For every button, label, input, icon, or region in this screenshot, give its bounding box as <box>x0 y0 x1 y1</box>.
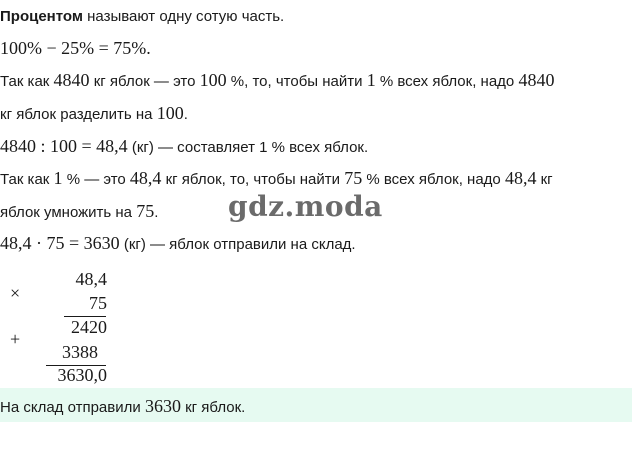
math-part: 1 <box>366 70 376 90</box>
text-part: кг яблок. <box>180 399 246 416</box>
text-part: . <box>183 106 188 123</box>
math-part: 100 <box>199 70 227 90</box>
text-part: кг яблок — это <box>89 73 200 90</box>
text-part: % всех яблок, надо <box>375 73 519 90</box>
equation-division <box>0 136 368 157</box>
operand-1: 48,4 <box>75 269 107 289</box>
text-part: кг яблок разделить на <box>0 106 157 123</box>
text-part: кг <box>536 171 553 188</box>
text-part: кг яблок, то, чтобы найти <box>161 171 345 188</box>
watermark: gdz.moda <box>228 190 383 223</box>
text-part: На склад отправили <box>0 399 145 416</box>
math-part: 75 <box>344 168 363 188</box>
answer-box <box>0 388 632 422</box>
math-part: 75 <box>136 201 155 221</box>
text-part: Так как <box>0 73 54 90</box>
plus-sign: + <box>10 329 21 349</box>
paragraph-2-line-1 <box>0 168 553 189</box>
math-part: 4840 : 100 = 48,4 <box>0 136 128 156</box>
column-multiplication <box>0 265 140 390</box>
text-part: %, то, чтобы найти <box>226 73 367 90</box>
math-part: 4840 <box>53 70 90 90</box>
text-part: (кг) — составляет 1 % всех яблок. <box>127 139 369 156</box>
math-part: 48,4 <box>129 168 162 188</box>
paragraph-2-line-2 <box>0 201 158 222</box>
operand-2: 75 <box>89 293 107 313</box>
math-part: 48,4 <box>504 168 537 188</box>
text-part: % всех яблок, надо <box>362 171 505 188</box>
partial-product-1: 2420 <box>71 317 107 337</box>
equation-multiplication <box>0 233 356 254</box>
text-part: Так как <box>0 171 54 188</box>
math-part: 4840 <box>518 70 555 90</box>
definition-text: называют одну сотую часть. <box>82 8 285 25</box>
math-part: 100 <box>156 103 184 123</box>
math-part: 48,4 · 75 = 3630 <box>0 233 120 253</box>
equation-percent: 100% − 25% = 75%. <box>0 38 151 58</box>
text-part: . <box>154 204 159 221</box>
text-part: (кг) — яблок отправили на склад. <box>119 236 356 253</box>
math-part: 3630 <box>144 396 181 416</box>
definition-line <box>0 8 284 25</box>
math-part: 1 <box>53 168 63 188</box>
times-sign: × <box>10 283 21 303</box>
paragraph-1-line-2 <box>0 103 188 124</box>
definition-term: Процентом <box>0 8 83 25</box>
text-part: % — это <box>62 171 130 188</box>
product-result: 3630,0 <box>57 365 107 385</box>
partial-product-2: 3388 <box>62 342 98 362</box>
paragraph-1-line-1 <box>0 70 554 91</box>
text-part: яблок умножить на <box>0 204 137 221</box>
